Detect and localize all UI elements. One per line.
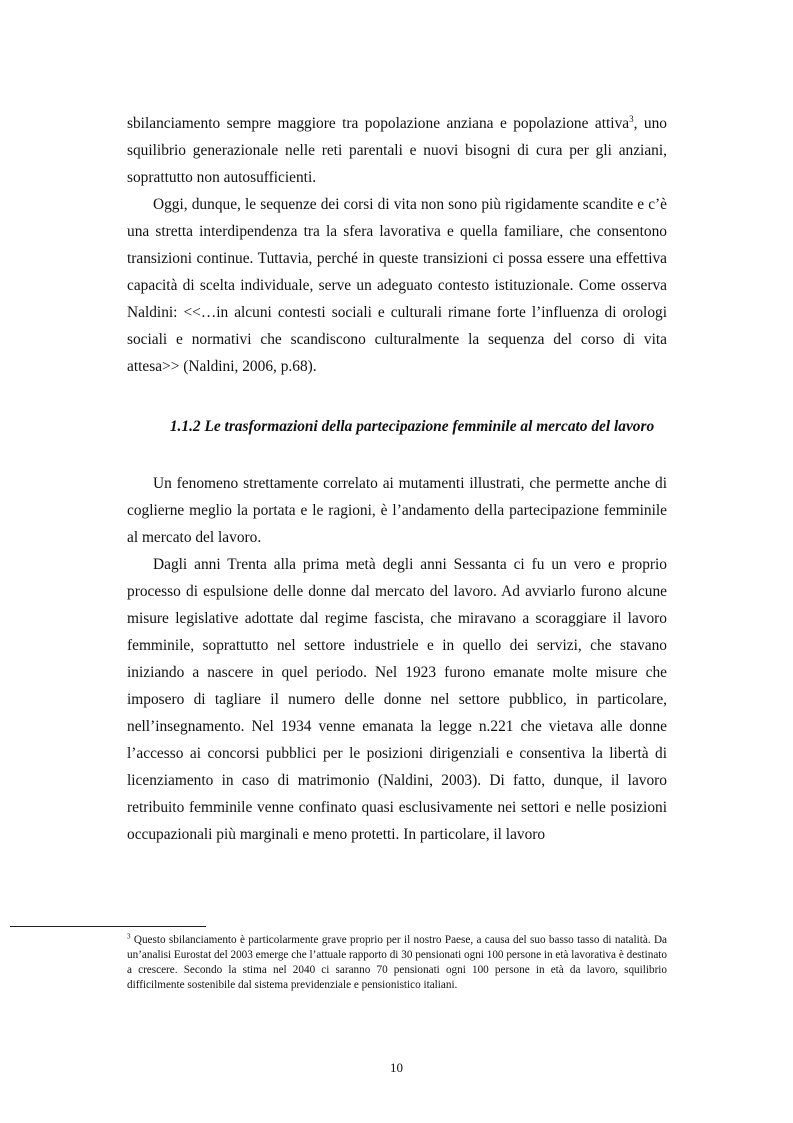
paragraph-female-participation bbox=[127, 470, 667, 551]
paragraph-1-text-end: , uno squilibrio generazionale nelle reti parentali e nuovi bisogni di cura per gli anziani, soprattutto non autosufficienti. bbox=[127, 115, 667, 186]
paragraph-historical bbox=[127, 551, 667, 848]
footnote bbox=[127, 933, 667, 993]
paragraph-life-course bbox=[127, 191, 667, 380]
footnote-number: 3 bbox=[127, 932, 131, 941]
footnote-reference[interactable]: 3 bbox=[629, 113, 634, 124]
section-heading: 1.1.2 Le trasformazioni della partecipazione femminile al mercato del lavoro bbox=[169, 418, 655, 435]
paragraph-continued bbox=[127, 110, 667, 191]
paragraph-1-text-start: sbilanciamento sempre maggiore tra popolazione anziana e popolazione attiva bbox=[127, 115, 630, 132]
paragraph-4-text: Dagli anni Trenta alla prima metà degli anni Sessanta ci fu un vero e proprio processo di espulsione delle donne dal mercato del lavoro. Ad avviarlo furono alcune misure legislative adottate dal regime fascista, che miravano a scoraggiare il lavoro femminile, soprattutto nel settore industriele e in quello dei servizi, che stavano iniziando a nascere in quel periodo. Nel 1923 furono emanate molte misure che imposero di tagliare il numero delle donne nel settore pubblico, in particolare, nell’insegnamento. Nel 1934 venne emanata la legge n.221 che vietava alle donne l’accesso ai concorsi pubblici per le posizioni dirigenziali e consentiva la libertà di licenziamento in caso di matrimonio (Naldini, 2003). Di fatto, dunque, il lavoro retribuito femminile venne confinato quasi esclusivamente nei settori e nelle posizioni occupazionali più marginali e meno protetti. In particolare, il lavoro bbox=[127, 556, 667, 843]
page-number: 10 bbox=[390, 1060, 403, 1075]
footnote-separator bbox=[10, 926, 206, 927]
paragraph-2-text: Oggi, dunque, le sequenze dei corsi di vita non sono più rigidamente scandite e c’è una stretta interdipendenza tra la sfera lavorativa e quella familiare, che consentono transizioni continue. Tuttavia, perché in queste transizioni ci possa essere una effettiva capacità di scelta individuale, serve un adeguato contesto istituzionale. Come osserva Naldini: <<…in alcuni contesti sociali e culturali rimane forte l’influenza di orologi sociali e normativi che scandiscono culturalmente la sequenza del corso di vita attesa>> (Naldini, 2006, p.68). bbox=[127, 196, 667, 375]
paragraph-3-text: Un fenomeno strettamente correlato ai mutamenti illustrati, che permette anche di coglierne meglio la portata e le ragioni, è l’andamento della partecipazione femminile al mercato del lavoro. bbox=[127, 475, 667, 546]
footnote-text: Questo sbilanciamento è particolarmente grave proprio per il nostro Paese, a causa del suo basso tasso di natalità. Da un’analisi Eurostat del 2003 emerge che l’attuale rapporto di 30 pensionati ogni 100 persone in età lavorativa è destinato a crescere. Secondo la stima nel 2040 ci saranno 70 pensionati ogni 100 persone in età da lavoro, squilibrio difficilmente sostenibile dal sistema previdenziale e pensionistico italiani. bbox=[127, 934, 667, 991]
